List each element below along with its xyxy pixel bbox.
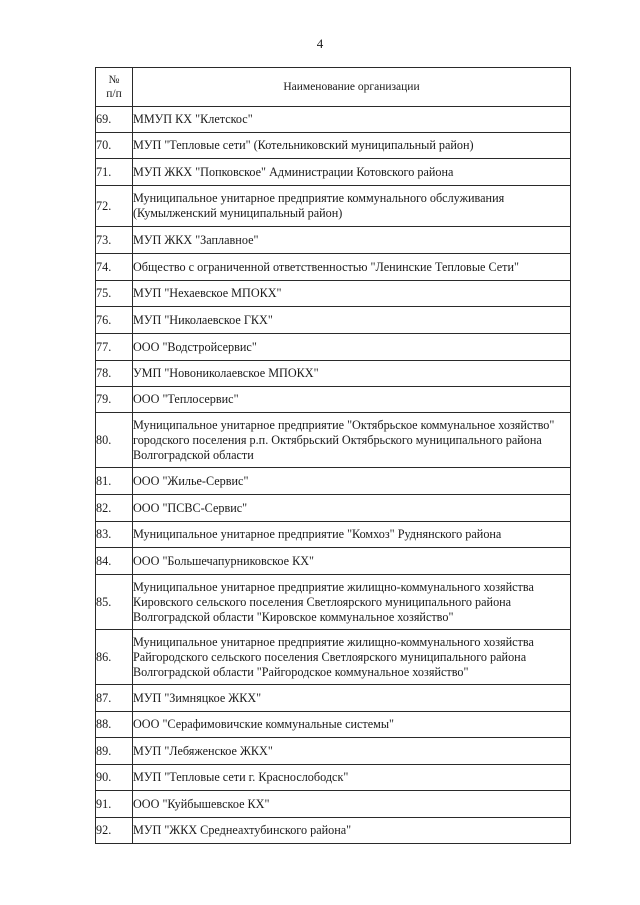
column-header-number-line2: п/п (106, 88, 122, 100)
row-number: 72. (96, 186, 133, 227)
table-row (96, 413, 571, 468)
row-number: 87. (96, 685, 133, 712)
table-body (96, 107, 571, 844)
row-number: 78. (96, 361, 133, 387)
row-number: 71. (96, 159, 133, 186)
table-row (96, 522, 571, 548)
organization-name: Муниципальное унитарное предприятие жилищно-коммунального хозяйства Райгородского сельского поселения Светлоярского муниципального района Волгоградской области "Райгородское коммунальное хозяйство" (133, 630, 571, 685)
table-row (96, 107, 571, 133)
column-header-name: Наименование организации (133, 68, 571, 107)
organization-name: МУП "Тепловые сети г. Краснослободск" (133, 765, 571, 791)
organization-name: ООО "Большечапурниковское КХ" (133, 548, 571, 575)
organization-name: МУП ЖКХ "Заплавное" (133, 227, 571, 254)
table-row (96, 765, 571, 791)
row-number: 79. (96, 387, 133, 413)
row-number: 85. (96, 575, 133, 630)
table-row (96, 712, 571, 738)
table-row (96, 307, 571, 334)
table-row (96, 685, 571, 712)
row-number: 80. (96, 413, 133, 468)
row-number: 83. (96, 522, 133, 548)
organization-name: МУП "Николаевское ГКХ" (133, 307, 571, 334)
table-row (96, 495, 571, 522)
table-row (96, 468, 571, 495)
row-number: 86. (96, 630, 133, 685)
organization-name: МУП "Зимняцкое ЖКХ" (133, 685, 571, 712)
row-number: 92. (96, 818, 133, 844)
row-number: 73. (96, 227, 133, 254)
row-number: 75. (96, 281, 133, 307)
row-number: 69. (96, 107, 133, 133)
table-row (96, 791, 571, 818)
row-number: 70. (96, 133, 133, 159)
row-number: 84. (96, 548, 133, 575)
organization-name: ООО "Серафимовичские коммунальные системы" (133, 712, 571, 738)
row-number: 81. (96, 468, 133, 495)
table-row (96, 227, 571, 254)
table-row (96, 281, 571, 307)
organization-name: ООО "ПСВС-Сервис" (133, 495, 571, 522)
table-row (96, 630, 571, 685)
organization-name: ООО "Водстройсервис" (133, 334, 571, 361)
table-row (96, 738, 571, 765)
row-number: 82. (96, 495, 133, 522)
table-row (96, 575, 571, 630)
organization-name: ООО "Куйбышевское КХ" (133, 791, 571, 818)
table-row (96, 159, 571, 186)
organizations-table (95, 67, 571, 844)
row-number: 88. (96, 712, 133, 738)
table-row (96, 254, 571, 281)
row-number: 91. (96, 791, 133, 818)
page-number: 4 (316, 36, 324, 51)
column-header-number (96, 68, 133, 107)
organization-name: МУП "Тепловые сети" (Котельниковский муниципальный район) (133, 133, 571, 159)
table-row (96, 818, 571, 844)
organization-name: Муниципальное унитарное предприятие жилищно-коммунального хозяйства Кировского сельского поселения Светлоярского муниципального района Волгоградской области "Кировское коммунальное хозяйство" (133, 575, 571, 630)
table-row (96, 548, 571, 575)
organization-name: МУП "Лебяженское ЖКХ" (133, 738, 571, 765)
organization-name: МУП "ЖКХ Среднеахтубинского района" (133, 818, 571, 844)
organization-name: Муниципальное унитарное предприятие "Октябрьское коммунальное хозяйство" городского поселения р.п. Октябрьский Октябрьского муниципального района Волгоградской области (133, 413, 571, 468)
column-header-number-line1: № (108, 74, 120, 86)
table-header-row (96, 68, 571, 107)
row-number: 76. (96, 307, 133, 334)
organization-name: ООО "Жилье-Сервис" (133, 468, 571, 495)
row-number: 77. (96, 334, 133, 361)
table-row (96, 133, 571, 159)
row-number: 89. (96, 738, 133, 765)
organization-name: УМП "Новониколаевское МПОКХ" (133, 361, 571, 387)
table-row (96, 361, 571, 387)
organization-name: МУП ЖКХ "Попковское" Администрации Котовского района (133, 159, 571, 186)
organization-name: Общество с ограниченной ответственностью "Ленинские Тепловые Сети" (133, 254, 571, 281)
row-number: 90. (96, 765, 133, 791)
row-number: 74. (96, 254, 133, 281)
organization-name: Муниципальное унитарное предприятие "Комхоз" Руднянского района (133, 522, 571, 548)
table-row (96, 186, 571, 227)
organization-name: МУП "Нехаевское МПОКХ" (133, 281, 571, 307)
organization-name: ММУП КХ "Клетскос" (133, 107, 571, 133)
organization-name: ООО "Теплосервис" (133, 387, 571, 413)
organization-name: Муниципальное унитарное предприятие коммунального обслуживания (Кумылженский муниципальный район) (133, 186, 571, 227)
table-row (96, 334, 571, 361)
table-row (96, 387, 571, 413)
